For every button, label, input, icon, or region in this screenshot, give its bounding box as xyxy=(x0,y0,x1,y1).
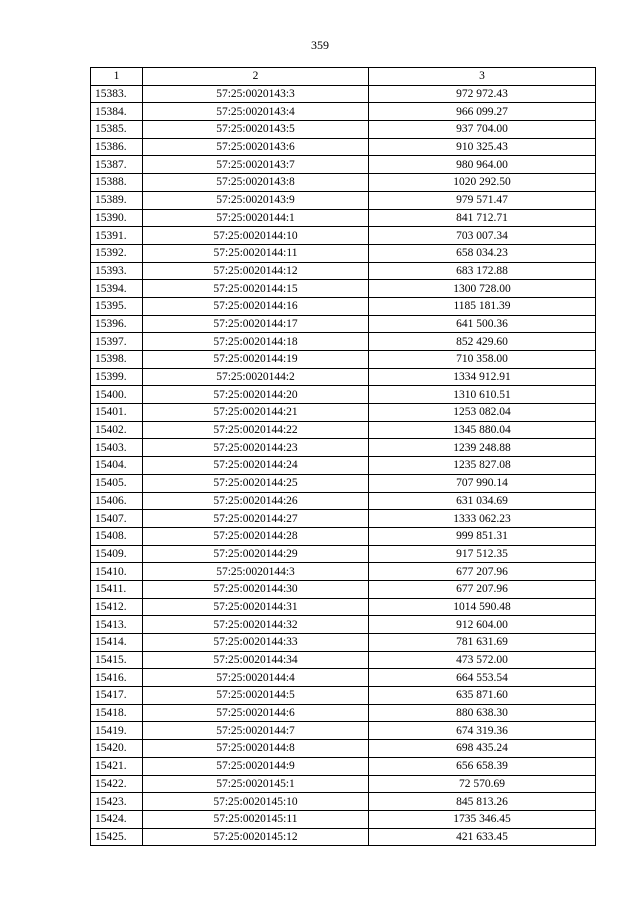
row-number-cell: 15414. xyxy=(91,634,143,652)
page-number: 359 xyxy=(311,38,329,52)
row-number-cell: 15385. xyxy=(91,121,143,139)
cadastral-number-cell: 57:25:0020143:9 xyxy=(143,191,369,209)
row-number-cell: 15383. xyxy=(91,85,143,103)
cadastral-number-cell: 57:25:0020144:9 xyxy=(143,757,369,775)
cadastral-number-cell: 57:25:0020143:4 xyxy=(143,103,369,121)
row-number-cell: 15395. xyxy=(91,297,143,315)
table-row xyxy=(91,457,596,475)
cadastral-value-cell: 1253 082.04 xyxy=(369,404,596,422)
cadastral-value-cell: 677 207.96 xyxy=(369,580,596,598)
cadastral-value-cell: 72 570.69 xyxy=(369,775,596,793)
cadastral-value-cell: 1014 590.48 xyxy=(369,598,596,616)
cadastral-number-cell: 57:25:0020144:10 xyxy=(143,227,369,245)
cadastral-value-cell: 674 319.36 xyxy=(369,722,596,740)
cadastral-number-cell: 57:25:0020144:29 xyxy=(143,545,369,563)
table-row xyxy=(91,333,596,351)
cadastral-number-cell: 57:25:0020144:5 xyxy=(143,687,369,705)
cadastral-value-cell: 698 435.24 xyxy=(369,740,596,758)
cadastral-number-cell: 57:25:0020145:1 xyxy=(143,775,369,793)
column-header-number: 1 xyxy=(91,68,143,86)
cadastral-number-cell: 57:25:0020143:3 xyxy=(143,85,369,103)
cadastral-number-cell: 57:25:0020144:23 xyxy=(143,439,369,457)
row-number-cell: 15402. xyxy=(91,421,143,439)
cadastral-number-cell: 57:25:0020144:26 xyxy=(143,492,369,510)
table-row xyxy=(91,598,596,616)
cadastral-value-cell: 937 704.00 xyxy=(369,121,596,139)
cadastral-number-cell: 57:25:0020144:8 xyxy=(143,740,369,758)
table-row xyxy=(91,757,596,775)
cadastral-number-cell: 57:25:0020144:6 xyxy=(143,704,369,722)
cadastral-number-cell: 57:25:0020144:2 xyxy=(143,368,369,386)
table-header-row xyxy=(91,68,596,86)
row-number-cell: 15401. xyxy=(91,404,143,422)
cadastral-number-cell: 57:25:0020144:11 xyxy=(143,244,369,262)
row-number-cell: 15417. xyxy=(91,687,143,705)
cadastral-number-cell: 57:25:0020143:5 xyxy=(143,121,369,139)
table-row xyxy=(91,386,596,404)
row-number-cell: 15403. xyxy=(91,439,143,457)
table-row xyxy=(91,634,596,652)
cadastral-number-cell: 57:25:0020145:11 xyxy=(143,810,369,828)
column-header-cadastral-value: 3 xyxy=(369,68,596,86)
row-number-cell: 15389. xyxy=(91,191,143,209)
cadastral-number-cell: 57:25:0020144:22 xyxy=(143,421,369,439)
cadastral-value-cell: 1345 880.04 xyxy=(369,421,596,439)
cadastral-value-cell: 1300 728.00 xyxy=(369,280,596,298)
cadastral-number-cell: 57:25:0020144:27 xyxy=(143,510,369,528)
cadastral-value-cell: 707 990.14 xyxy=(369,474,596,492)
cadastral-number-cell: 57:25:0020143:8 xyxy=(143,174,369,192)
cadastral-value-cell: 656 658.39 xyxy=(369,757,596,775)
table-row xyxy=(91,687,596,705)
cadastral-number-cell: 57:25:0020144:24 xyxy=(143,457,369,475)
table-row xyxy=(91,828,596,846)
cadastral-number-cell: 57:25:0020144:4 xyxy=(143,669,369,687)
cadastral-value-cell: 710 358.00 xyxy=(369,351,596,369)
table-row xyxy=(91,262,596,280)
table-row xyxy=(91,174,596,192)
cadastral-value-cell: 845 813.26 xyxy=(369,793,596,811)
row-number-cell: 15393. xyxy=(91,262,143,280)
table-row xyxy=(91,492,596,510)
table-row xyxy=(91,810,596,828)
table-row xyxy=(91,156,596,174)
cadastral-number-cell: 57:25:0020144:30 xyxy=(143,580,369,598)
cadastral-value-cell: 631 034.69 xyxy=(369,492,596,510)
row-number-cell: 15390. xyxy=(91,209,143,227)
table-row xyxy=(91,545,596,563)
cadastral-value-cell: 473 572.00 xyxy=(369,651,596,669)
row-number-cell: 15415. xyxy=(91,651,143,669)
cadastral-number-cell: 57:25:0020143:7 xyxy=(143,156,369,174)
table-row xyxy=(91,651,596,669)
row-number-cell: 15420. xyxy=(91,740,143,758)
cadastral-number-cell: 57:25:0020144:7 xyxy=(143,722,369,740)
cadastral-number-cell: 57:25:0020144:3 xyxy=(143,563,369,581)
cadastral-number-cell: 57:25:0020144:15 xyxy=(143,280,369,298)
cadastral-value-cell: 999 851.31 xyxy=(369,527,596,545)
cadastral-value-cell: 658 034.23 xyxy=(369,244,596,262)
cadastral-value-cell: 781 631.69 xyxy=(369,634,596,652)
cadastral-number-cell: 57:25:0020144:18 xyxy=(143,333,369,351)
row-number-cell: 15421. xyxy=(91,757,143,775)
cadastral-value-cell: 1185 181.39 xyxy=(369,297,596,315)
table-row xyxy=(91,351,596,369)
row-number-cell: 15386. xyxy=(91,138,143,156)
cadastral-value-cell: 917 512.35 xyxy=(369,545,596,563)
row-number-cell: 15396. xyxy=(91,315,143,333)
cadastral-value-cell: 1020 292.50 xyxy=(369,174,596,192)
row-number-cell: 15413. xyxy=(91,616,143,634)
cadastral-value-cell: 677 207.96 xyxy=(369,563,596,581)
cadastral-value-cell: 421 633.45 xyxy=(369,828,596,846)
table-row xyxy=(91,103,596,121)
row-number-cell: 15411. xyxy=(91,580,143,598)
row-number-cell: 15404. xyxy=(91,457,143,475)
table-row xyxy=(91,280,596,298)
cadastral-value-cell: 966 099.27 xyxy=(369,103,596,121)
row-number-cell: 15424. xyxy=(91,810,143,828)
cadastral-value-cell: 1235 827.08 xyxy=(369,457,596,475)
cadastral-value-cell: 1735 346.45 xyxy=(369,810,596,828)
table-row xyxy=(91,704,596,722)
table-row xyxy=(91,510,596,528)
table-row xyxy=(91,616,596,634)
table-row xyxy=(91,527,596,545)
row-number-cell: 15406. xyxy=(91,492,143,510)
table-row xyxy=(91,474,596,492)
table-row xyxy=(91,209,596,227)
cadastral-number-cell: 57:25:0020145:12 xyxy=(143,828,369,846)
column-header-cadastral-number: 2 xyxy=(143,68,369,86)
cadastral-value-cell: 1334 912.91 xyxy=(369,368,596,386)
cadastral-number-cell: 57:25:0020144:19 xyxy=(143,351,369,369)
row-number-cell: 15408. xyxy=(91,527,143,545)
table-row xyxy=(91,244,596,262)
cadastral-value-cell: 641 500.36 xyxy=(369,315,596,333)
row-number-cell: 15416. xyxy=(91,669,143,687)
cadastral-value-cell: 979 571.47 xyxy=(369,191,596,209)
cadastral-value-cell: 980 964.00 xyxy=(369,156,596,174)
cadastral-value-cell: 1239 248.88 xyxy=(369,439,596,457)
table-row xyxy=(91,315,596,333)
table-row xyxy=(91,563,596,581)
row-number-cell: 15388. xyxy=(91,174,143,192)
cadastral-number-cell: 57:25:0020144:33 xyxy=(143,634,369,652)
cadastral-number-cell: 57:25:0020143:6 xyxy=(143,138,369,156)
table-row xyxy=(91,775,596,793)
row-number-cell: 15418. xyxy=(91,704,143,722)
row-number-cell: 15387. xyxy=(91,156,143,174)
table-row xyxy=(91,580,596,598)
row-number-cell: 15391. xyxy=(91,227,143,245)
cadastral-number-cell: 57:25:0020144:28 xyxy=(143,527,369,545)
table-row xyxy=(91,740,596,758)
cadastral-value-cell: 841 712.71 xyxy=(369,209,596,227)
table-row xyxy=(91,421,596,439)
cadastral-number-cell: 57:25:0020144:17 xyxy=(143,315,369,333)
cadastral-number-cell: 57:25:0020144:21 xyxy=(143,404,369,422)
row-number-cell: 15392. xyxy=(91,244,143,262)
row-number-cell: 15410. xyxy=(91,563,143,581)
cadastral-value-cell: 880 638.30 xyxy=(369,704,596,722)
table-row xyxy=(91,227,596,245)
row-number-cell: 15419. xyxy=(91,722,143,740)
cadastral-number-cell: 57:25:0020144:25 xyxy=(143,474,369,492)
row-number-cell: 15384. xyxy=(91,103,143,121)
cadastral-number-cell: 57:25:0020144:20 xyxy=(143,386,369,404)
row-number-cell: 15399. xyxy=(91,368,143,386)
cadastral-number-cell: 57:25:0020144:16 xyxy=(143,297,369,315)
table-row xyxy=(91,297,596,315)
table-row xyxy=(91,793,596,811)
table-row xyxy=(91,404,596,422)
cadastral-value-cell: 1333 062.23 xyxy=(369,510,596,528)
cadastral-value-cell: 683 172.88 xyxy=(369,262,596,280)
cadastral-number-cell: 57:25:0020144:32 xyxy=(143,616,369,634)
table-row xyxy=(91,138,596,156)
cadastral-value-cell: 664 553.54 xyxy=(369,669,596,687)
cadastral-value-cell: 635 871.60 xyxy=(369,687,596,705)
table-row xyxy=(91,121,596,139)
cadastral-number-cell: 57:25:0020145:10 xyxy=(143,793,369,811)
cadastral-number-cell: 57:25:0020144:1 xyxy=(143,209,369,227)
table-row xyxy=(91,439,596,457)
row-number-cell: 15394. xyxy=(91,280,143,298)
row-number-cell: 15409. xyxy=(91,545,143,563)
cadastral-value-cell: 703 007.34 xyxy=(369,227,596,245)
table-row xyxy=(91,85,596,103)
table-row xyxy=(91,722,596,740)
table-row xyxy=(91,669,596,687)
table-row xyxy=(91,368,596,386)
cadastral-value-table xyxy=(90,67,596,846)
row-number-cell: 15400. xyxy=(91,386,143,404)
cadastral-number-cell: 57:25:0020144:31 xyxy=(143,598,369,616)
row-number-cell: 15425. xyxy=(91,828,143,846)
cadastral-number-cell: 57:25:0020144:12 xyxy=(143,262,369,280)
cadastral-value-cell: 910 325.43 xyxy=(369,138,596,156)
row-number-cell: 15398. xyxy=(91,351,143,369)
cadastral-value-cell: 852 429.60 xyxy=(369,333,596,351)
cadastral-value-cell: 972 972.43 xyxy=(369,85,596,103)
row-number-cell: 15422. xyxy=(91,775,143,793)
cadastral-value-cell: 1310 610.51 xyxy=(369,386,596,404)
cadastral-value-cell: 912 604.00 xyxy=(369,616,596,634)
row-number-cell: 15405. xyxy=(91,474,143,492)
row-number-cell: 15412. xyxy=(91,598,143,616)
row-number-cell: 15423. xyxy=(91,793,143,811)
cadastral-number-cell: 57:25:0020144:34 xyxy=(143,651,369,669)
row-number-cell: 15407. xyxy=(91,510,143,528)
table-body xyxy=(91,68,596,846)
table-row xyxy=(91,191,596,209)
row-number-cell: 15397. xyxy=(91,333,143,351)
